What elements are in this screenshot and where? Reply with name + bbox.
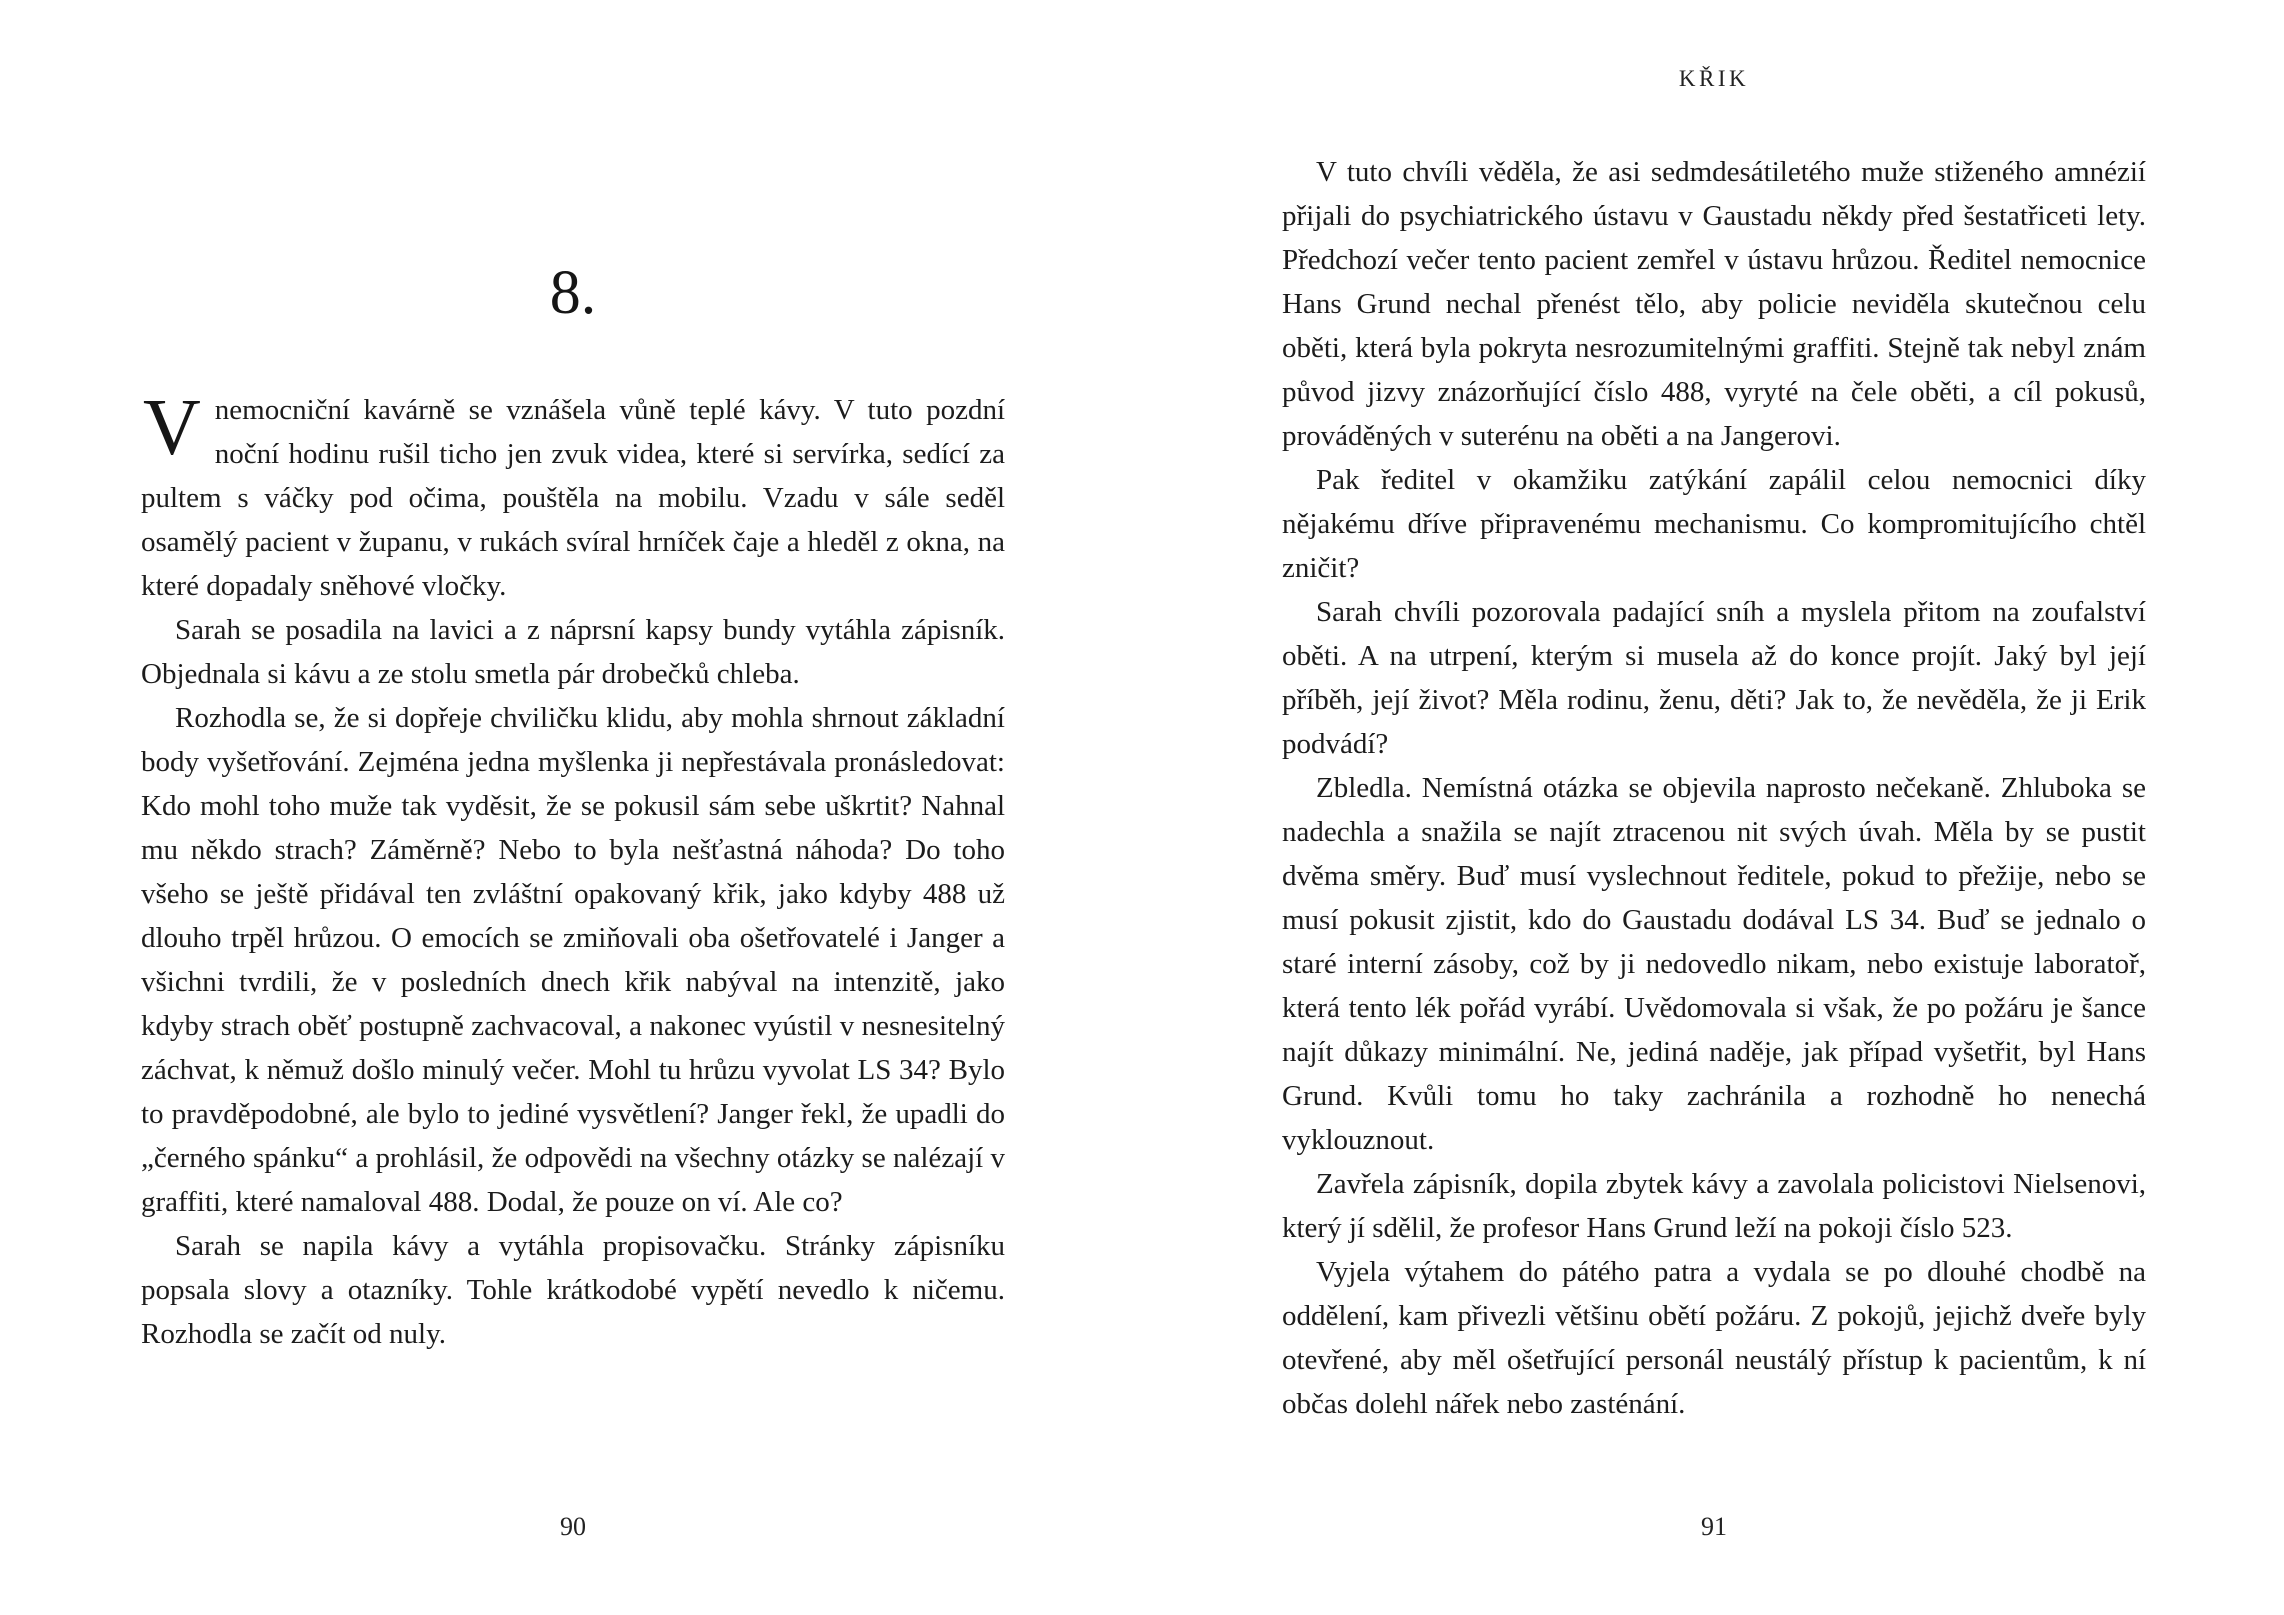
paragraph: Zbledla. Nemístná otázka se objevila naprosto nečekaně. Zhluboka se nadechla a snažila se najít ztracenou nit svých úvah. Měla by se pustit dvěma směry. Buď musí vyslechnout ředitele, pokud to přežije, nebo se musí pokusit zjistit, kdo do Gaustadu dodával LS 34. Buď se jednalo o staré interní zásoby, což by ji nedovedlo nikam, nebo existuje laboratoř, která tento lék pořád vyrábí. Uvědomovala si však, že po požáru je šance najít důkazy minimální. Ne, jediná naděje, jak případ vyšetřit, byl Hans Grund. Kvůli tomu ho taky zachránila a rozhodně ho nenechá vyklouznout. [1282, 772, 2146, 1156]
paragraph-text: nemocniční kavárně se vznášela vůně teplé kávy. V tuto pozdní noční hodinu rušil ticho jen zvuk videa, které si servírka, sedící za pultem s váčky pod očima, pouštěla na mobilu. Vzadu v sále seděl osamělý pacient v županu, v rukách svíral hrníček čaje a hleděl z okna, na které dopadaly sněhové vločky. [141, 394, 1005, 602]
right-page-body [1282, 150, 2146, 1426]
paragraph: Sarah se posadila na lavici a z náprsní kapsy bundy vytáhla zápisník. Objednala si kávu a ze stolu smetla pár drobečků chleba. [141, 614, 1005, 690]
page-left [141, 0, 1005, 1615]
paragraph: V tuto chvíli věděla, že asi sedmdesátiletého muže stiženého amnézií přijali do psychiatrického ústavu v Gaustadu někdy před šestatřiceti lety. Předchozí večer tento pacient zemřel v ústavu hrůzou. Ředitel nemocnice Hans Grund nechal přenést tělo, aby policie neviděla skutečnou celu oběti, která byla pokryta nesrozumitelnými graffiti. Stejně tak nebyl znám původ jizvy znázorňující číslo 488, vyryté na čele oběti, a cíl pokusů, prováděných v suterénu na oběti a na Jangerovi. [1282, 156, 2146, 452]
paragraph: Rozhodla se, že si dopřeje chviličku klidu, aby mohla shrnout základní body vyšetřování. Zejména jedna myšlenka ji nepřestávala pronásledovat: Kdo mohl toho muže tak vyděsit, že se pokusil sám sebe uškrtit? Nahnal mu někdo strach? Záměrně? Nebo to byla nešťastná náhoda? Do toho všeho se ještě přidával ten zvláštní opakovaný křik, jako kdyby 488 už dlouho trpěl hrůzou. O emocích se zmiňovali oba ošetřovatelé i Janger a všichni tvrdili, že v posledních dnech křik nabýval na intenzitě, jako kdyby strach oběť postupně zachvacoval, a nakonec vyústil v nesnesitelný záchvat, k němuž došlo minulý večer. Mohl tu hrůzu vyvolat LS 34? Bylo to pravděpodobné, ale bylo to jediné vysvětlení? Janger řekl, že upadli do „černého spánku“ a prohlásil, že odpovědi na všechny otázky se nalézají v graffiti, které namaloval 488. Dodal, že pouze on ví. Ale co? [141, 702, 1005, 1218]
left-page-body [141, 384, 1005, 1356]
drop-cap: V [143, 384, 201, 472]
page-number-left: 90 [560, 1512, 586, 1541]
paragraph: Pak ředitel v okamžiku zatýkání zapálil celou nemocnici díky nějakému dříve připravenému mechanismu. Co kompromitujícího chtěl zničit? [1282, 464, 2146, 584]
paragraph: Zavřela zápisník, dopila zbytek kávy a zavolala policistovi Nielsenovi, který jí sdělil, že profesor Hans Grund leží na pokoji číslo 523. [1282, 1168, 2146, 1244]
paragraph: Sarah se napila kávy a vytáhla propisovačku. Stránky zápisníku popsala slovy a otazníky. Tohle krátkodobé vypětí nevedlo k ničemu. Rozhodla se začít od nuly. [141, 1230, 1005, 1350]
running-header: KŘIK [1678, 66, 1750, 91]
paragraph-opening [141, 384, 1005, 608]
page-right [1282, 0, 2146, 1615]
chapter-heading: 8. [549, 259, 597, 327]
paragraph: Sarah chvíli pozorovala padající sníh a myslela přitom na zoufalství oběti. A na utrpení, kterým si musela až do konce projít. Jaký byl její příběh, její život? Měla rodinu, ženu, děti? Jak to, že nevěděla, že ji Erik podvádí? [1282, 596, 2146, 760]
page-number-right: 91 [1701, 1512, 1727, 1541]
paragraph: Vyjela výtahem do pátého patra a vydala se po dlouhé chodbě na oddělení, kam přivezli většinu obětí požáru. Z pokojů, jejichž dveře byly otevřené, aby měl ošetřující personál neustálý přístup k pacientům, k ní občas dolehl nářek nebo zasténání. [1282, 1256, 2146, 1420]
